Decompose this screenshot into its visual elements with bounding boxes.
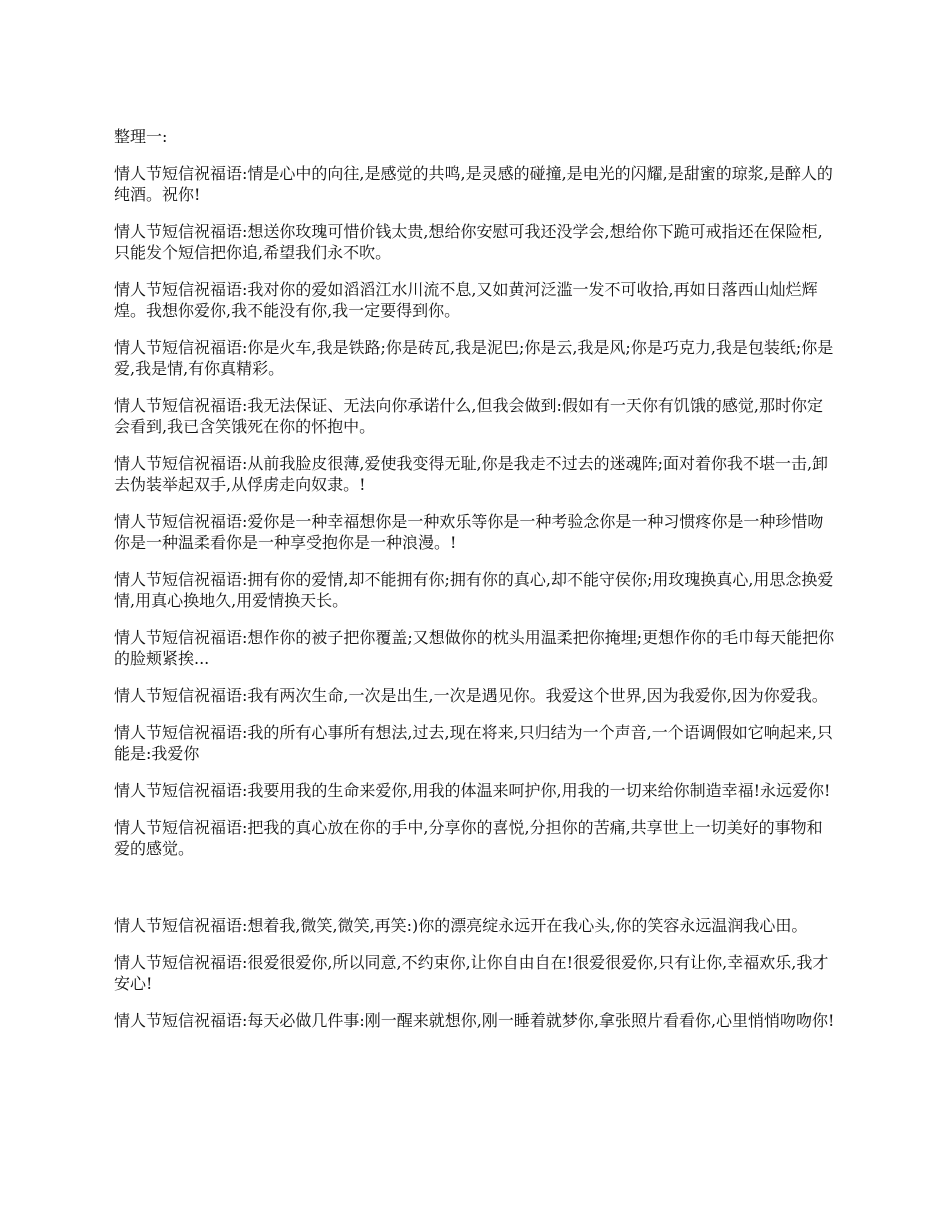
greeting-paragraph: 情人节短信祝福语:爱你是一种幸福想你是一种欢乐等你是一种考验念你是一种习惯疼你是一种珍惜吻你是一种温柔看你是一种享受抱你是一种浪漫。!: [114, 512, 824, 552]
greeting-paragraph: 情人节短信祝福语:我要用我的生命来爱你,用我的体温来呵护你,用我的一切来给你制造幸福!永远爱你!: [114, 781, 831, 800]
greeting-paragraph: 情人节短信祝福语:想送你玫瑰可惜价钱太贵,想给你安慰可我还没学会,想给你下跪可戒指还在保险柜,只能发个短信把你追,希望我们永不吹。: [114, 222, 823, 262]
section-heading: 整理一:: [114, 127, 168, 146]
greeting-paragraph: 情人节短信祝福语:每天必做几件事:刚一醒来就想你,刚一睡着就梦你,拿张照片看看你,心里悄悄吻吻你!: [114, 1011, 835, 1030]
greeting-paragraph: 情人节短信祝福语:你是火车,我是铁路;你是砖瓦,我是泥巴;你是云,我是风;你是巧克力,我是包装纸;你是爱,我是情,有你真精彩。: [114, 338, 834, 378]
greeting-paragraph: 情人节短信祝福语:情是心中的向往,是感觉的共鸣,是灵感的碰撞,是电光的闪耀,是甜蜜的琼浆,是醉人的纯酒。祝你!: [114, 164, 833, 204]
greeting-paragraph: 情人节短信祝福语:拥有你的爱情,却不能拥有你;拥有你的真心,却不能守侯你;用玫瑰换真心,用思念换爱情,用真心换地久,用爱情换天长。: [114, 570, 834, 610]
greeting-paragraph: 情人节短信祝福语:把我的真心放在你的手中,分享你的喜悦,分担你的苦痛,共享世上一切美好的事物和爱的感觉。: [114, 818, 823, 858]
greeting-paragraph: 情人节短信祝福语:我对你的爱如滔滔江水川流不息,又如黄河泛滥一发不可收拾,再如日落西山灿烂辉煌。我想你爱你,我不能没有你,我一定要得到你。: [114, 280, 818, 320]
greeting-paragraph: 情人节短信祝福语:我的所有心事所有想法,过去,现在将来,只归结为一个声音,一个语调假如它响起来,只能是:我爱你: [114, 723, 833, 763]
greeting-paragraph: 情人节短信祝福语:我无法保证、无法向你承诺什么,但我会做到:假如有一天你有饥饿的感觉,那时你定会看到,我已含笑饿死在你的怀抱中。: [114, 396, 823, 436]
greeting-paragraph: 情人节短信祝福语:从前我脸皮很薄,爱使我变得无耻,你是我走不过去的迷魂阵;面对着你我不堪一击,卸去伪装举起双手,从俘虏走向奴隶。!: [114, 454, 829, 494]
section-spacer: [114, 875, 836, 915]
greeting-paragraph: 情人节短信祝福语:想着我,微笑,微笑,再笑:)你的漂亮绽永远开在我心头,你的笑容永远温润我心田。: [114, 916, 808, 935]
greeting-paragraph: 情人节短信祝福语:我有两次生命,一次是出生,一次是遇见你。我爱这个世界,因为我爱你,因为你爱我。: [114, 686, 828, 705]
greeting-paragraph: 情人节短信祝福语:很爱很爱你,所以同意,不约束你,让你自由自在!很爱很爱你,只有让你,幸福欢乐,我才安心!: [114, 953, 829, 993]
document-body: [114, 126, 836, 1047]
greeting-paragraph: 情人节短信祝福语:想作你的被子把你覆盖;又想做你的枕头用温柔把你掩埋;更想作你的毛巾每天能把你的脸颊紧挨...: [114, 628, 835, 668]
